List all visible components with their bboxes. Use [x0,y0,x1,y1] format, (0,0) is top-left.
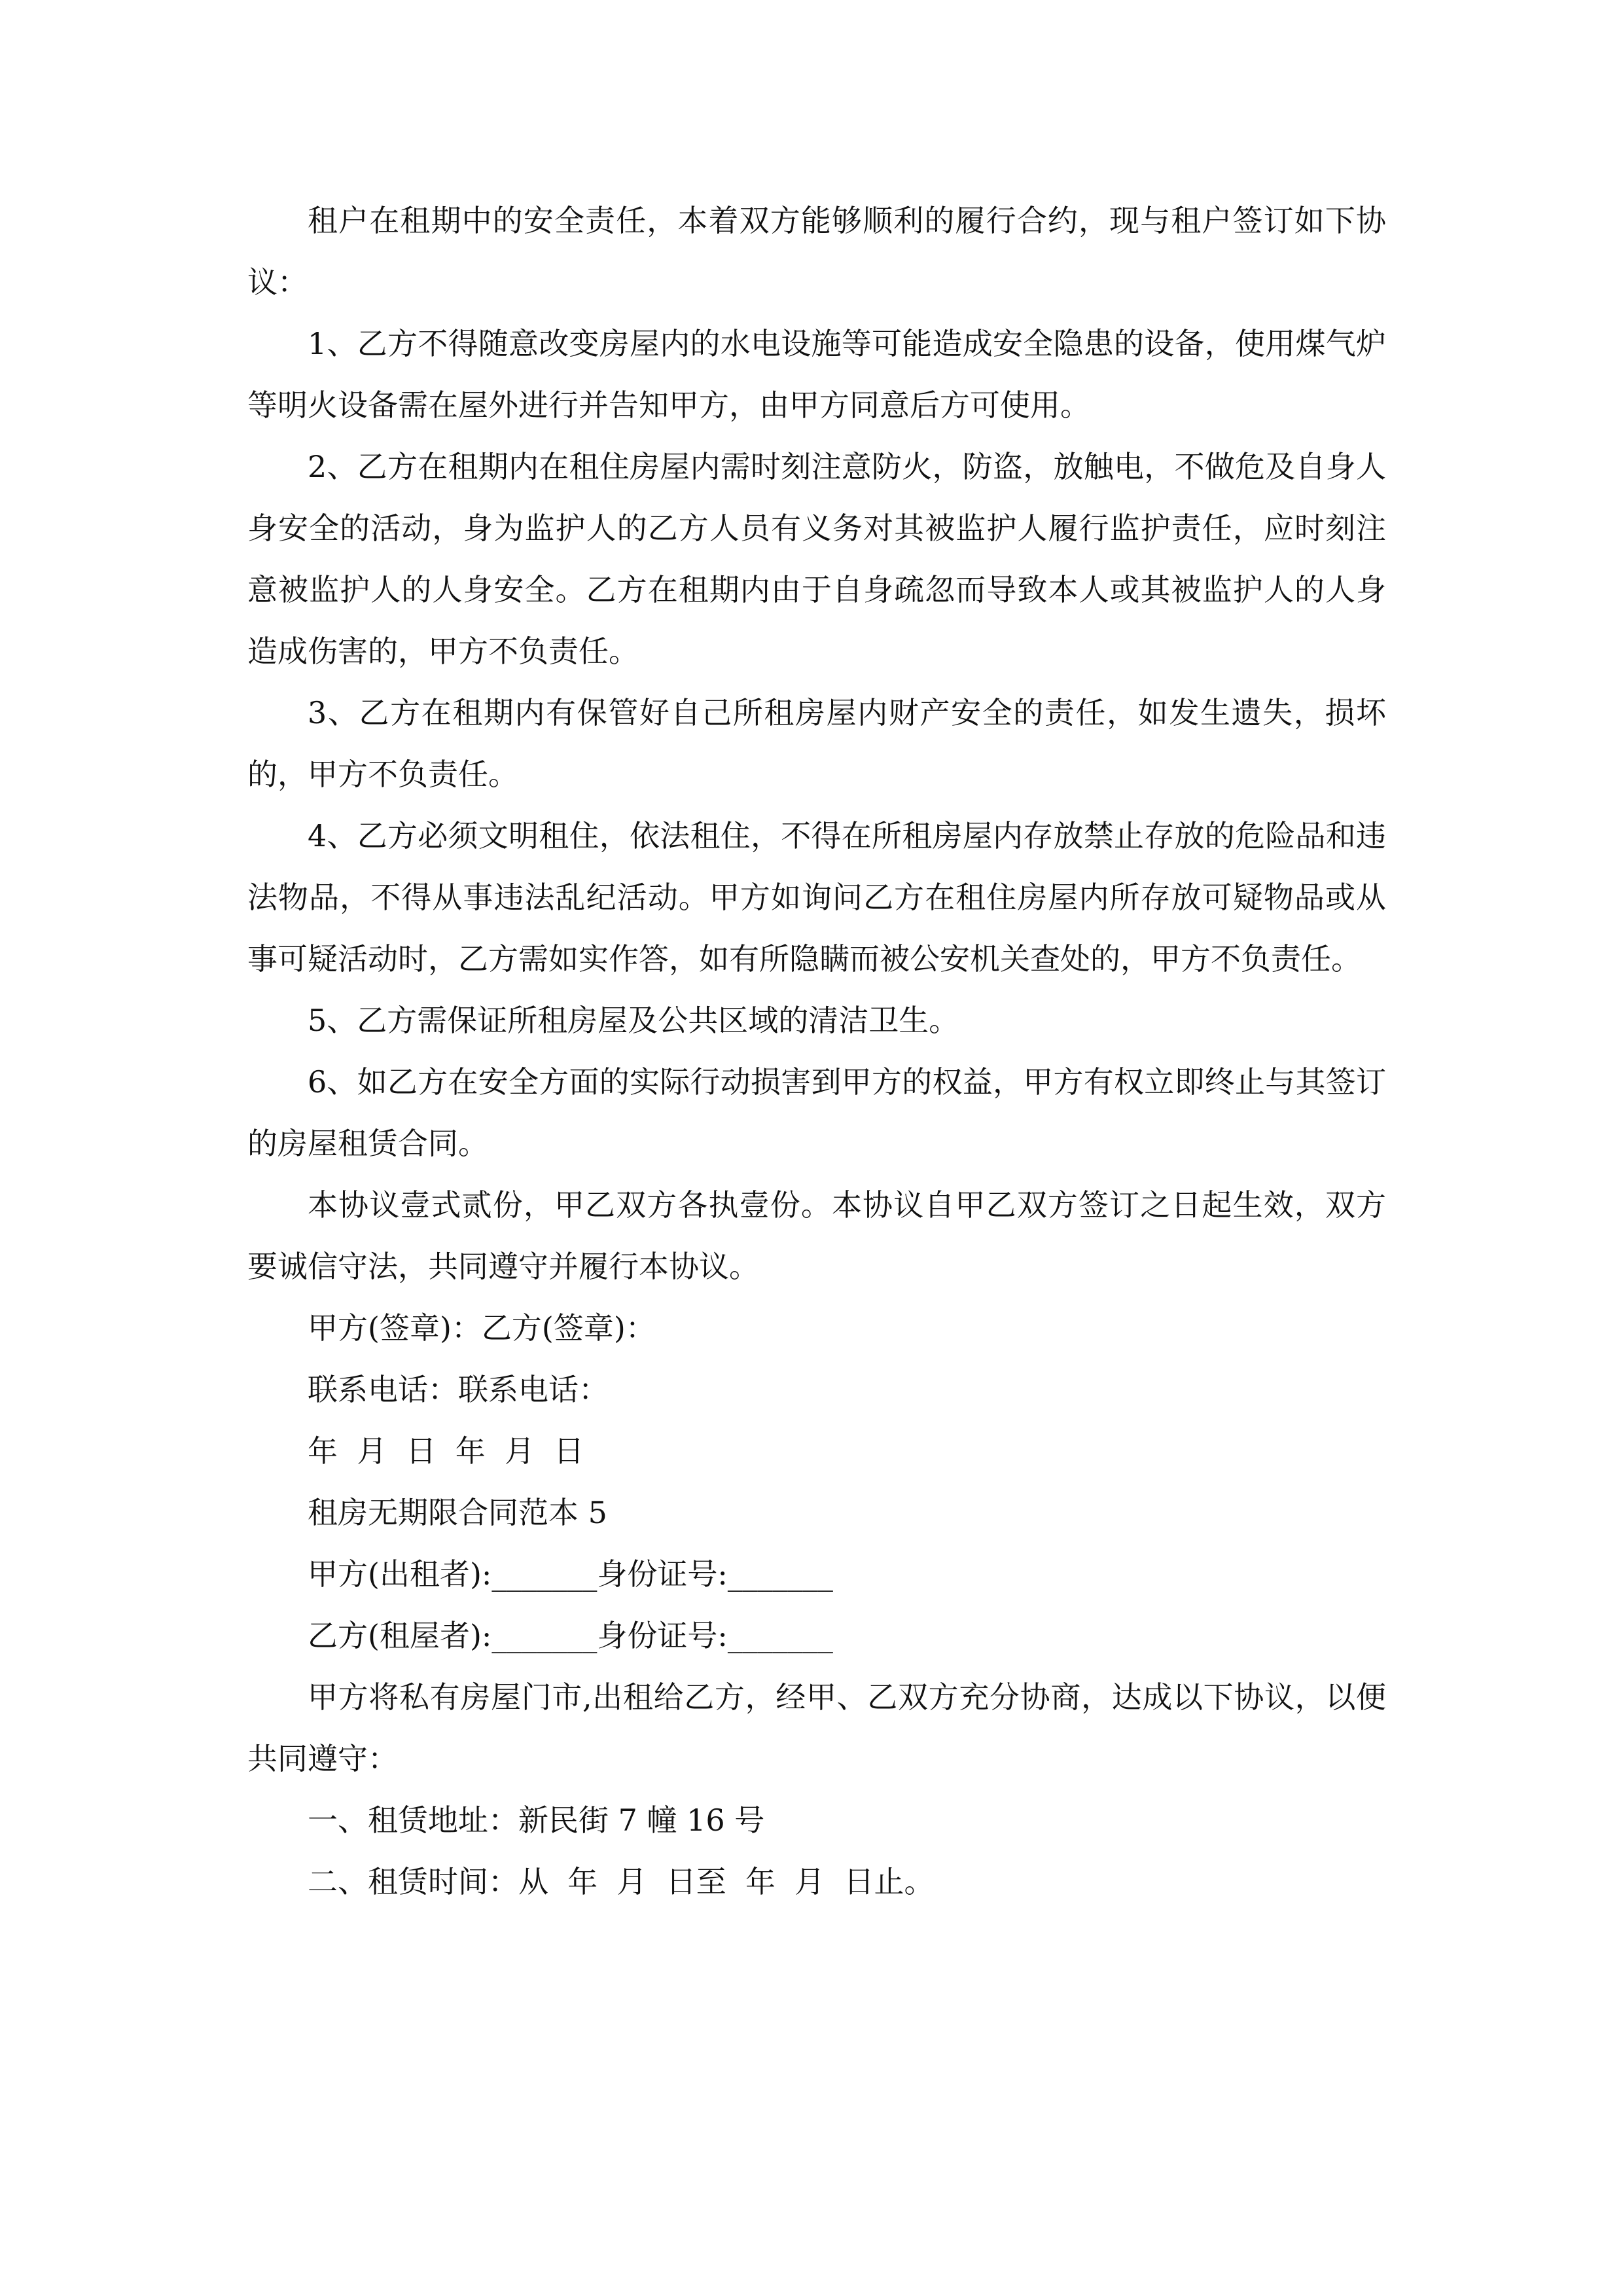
signature-line: 甲方(签章)：乙方(签章)： [308,1310,656,1346]
party-b-line: 乙方(租屋者):_______身份证号:_______ [308,1618,833,1653]
agreement-intro: 甲方将私有房屋门市,出租给乙方，经甲、乙双方充分协商，达成以下协议，以便共同遵守： [247,1679,1386,1776]
agreement-copies: 本协议壹式贰份，甲乙双方各执壹份。本协议自甲乙双方签订之日起生效，双方要诚信守法，共同遵守并履行本协议。 [247,1187,1386,1284]
template-title: 租房无期限合同范本 5 [308,1495,607,1530]
paragraph-intro: 租户在租期中的安全责任，本着双方能够顺利的履行合约，现与租户签订如下协议： [247,203,1386,300]
phone-line: 联系电话：联系电话： [308,1372,609,1407]
lease-period: 二、租赁时间：从 年 月 日至 年 月 日止。 [308,1864,935,1899]
clause-3: 3、乙方在租期内有保管好自己所租房屋内财产安全的责任，如发生遗失，损坏的，甲方不负责任。 [247,695,1386,792]
clause-4: 4、乙方必须文明租住，依法租住，不得在所租房屋内存放禁止存放的危险品和违法物品，不得从事违法乱纪活动。甲方如询问乙方在租住房屋内所存放可疑物品或从事可疑活动时，乙方需如实作答，如有所隐瞒而被公安机关查处的，甲方不负责任。 [247,818,1386,977]
clause-6: 6、如乙方在安全方面的实际行动损害到甲方的权益，甲方有权立即终止与其签订的房屋租赁合同。 [247,1064,1386,1161]
lease-address: 一、租赁地址：新民街 7 幢 16 号 [308,1803,765,1838]
clause-1: 1、乙方不得随意改变房屋内的水电设施等可能造成安全隐患的设备，使用煤气炉等明火设备需在屋外进行并告知甲方，由甲方同意后方可使用。 [247,326,1386,423]
clause-2: 2、乙方在租期内在租住房屋内需时刻注意防火，防盗，放触电，不做危及自身人身安全的活动，身为监护人的乙方人员有义务对其被监护人履行监护责任，应时刻注意被监护人的人身安全。乙方在租期内由于自身疏忽而导致本人或其被监护人的人身造成伤害的，甲方不负责任。 [247,449,1386,669]
date-line: 年 月 日 年 月 日 [308,1433,584,1469]
document-page [247,190,1386,1912]
party-a-line: 甲方(出租者):_______身份证号:_______ [308,1556,833,1592]
clause-5: 5、乙方需保证所租房屋及公共区域的清洁卫生。 [308,1003,959,1038]
